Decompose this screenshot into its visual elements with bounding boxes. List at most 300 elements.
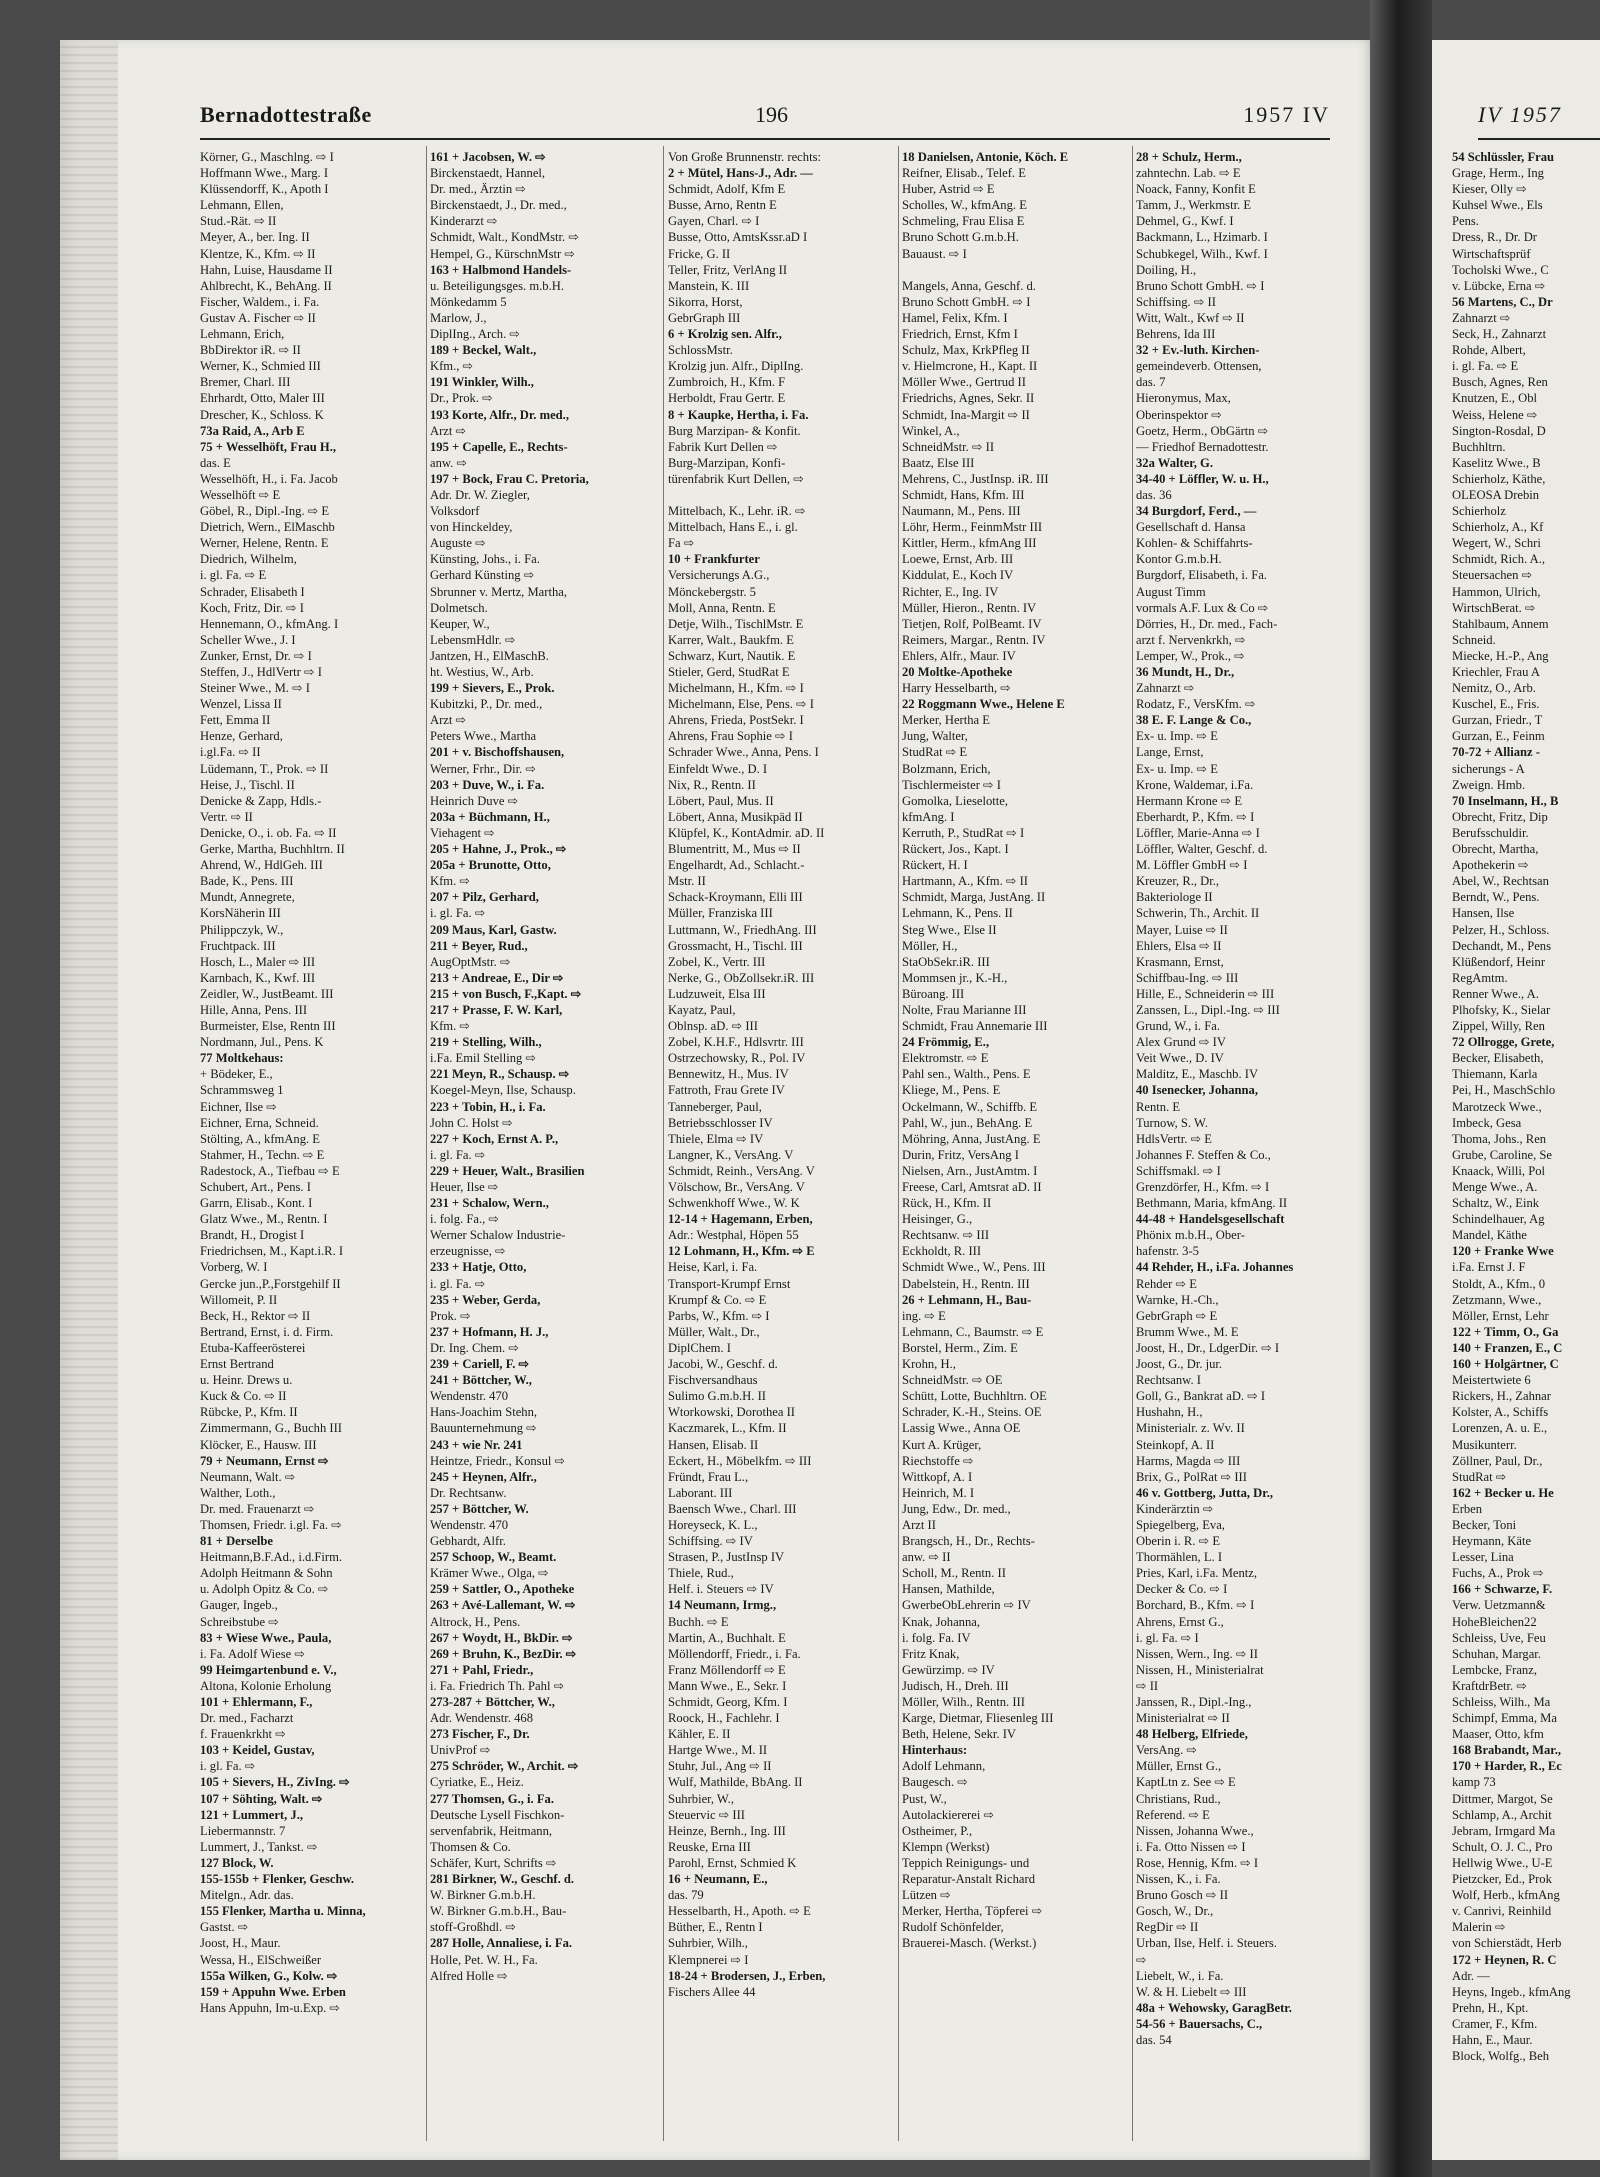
directory-entry-line: ing. ⇨ E (902, 1308, 946, 1323)
directory-entry-line: Elektromstr. ⇨ E (902, 1051, 989, 1066)
directory-entry-line: Prok. ⇨ (430, 1308, 471, 1323)
directory-entry-line: Kliege, M., Pens. E (902, 1083, 1001, 1098)
directory-entry-line: Ministerialr. z. Wv. II (1136, 1421, 1245, 1436)
directory-entry-line (668, 487, 894, 503)
directory-entry-line: Schmidt, Ina-Margit ⇨ II (902, 407, 1030, 422)
directory-entry-line: Gauger, Ingeb., (200, 1598, 278, 1613)
directory-entry-line: Zumbroich, H., Kfm. F (668, 375, 786, 390)
directory-entry-line: Steinkopf, A. II (1136, 1437, 1215, 1452)
directory-entry-line: 32a Walter, G. (1136, 455, 1213, 470)
directory-entry-line: 168 Brabandt, Mar., (1452, 1743, 1562, 1758)
directory-entry-line: John C. Holst ⇨ (430, 1115, 513, 1130)
directory-entry-line: Nissen, K., i. Fa. (1136, 1872, 1221, 1887)
directory-entry-line: LebensmHdlr. ⇨ (430, 632, 516, 647)
directory-entry-line: Baensch Wwe., Charl. III (668, 1501, 797, 1516)
directory-entry-line: 54-56 + Bauersachs, C., (1136, 2016, 1263, 2031)
directory-entry-line: i. Fa. Otto Nissen ⇨ I (1136, 1839, 1246, 1854)
directory-entry-line: Decker & Co. ⇨ I (1136, 1582, 1228, 1597)
directory-entry-line: Klempnerei ⇨ I (668, 1952, 749, 1967)
directory-entry-line: Bertrand, Ernst, i. d. Firm. (200, 1324, 334, 1339)
directory-entry-line: 273 Fischer, F., Dr. (430, 1727, 530, 1742)
directory-entry-line: 127 Block, W. (200, 1855, 274, 1870)
directory-entry-line: Hahn, Luise, Hausdame II (200, 262, 333, 277)
directory-entry-line (902, 262, 1128, 278)
directory-entry-line: Becker, Elisabeth, (1452, 1051, 1544, 1066)
directory-entry-line: Schwerin, Th., Archit. II (1136, 906, 1260, 921)
directory-entry-line: Ahrend, W., HdlGeh. III (200, 858, 323, 873)
directory-entry-line: Friedrich, Ernst, Kfm I (902, 327, 1018, 342)
directory-entry-line: i. gl. Fa. ⇨ E (200, 568, 267, 583)
directory-entry-line: Neumann, Walt. ⇨ (200, 1469, 296, 1484)
directory-entry-line: Schiffbau-Ing. ⇨ III (1136, 970, 1239, 985)
directory-entry-line: 241 + Böttcher, W., (430, 1373, 532, 1388)
directory-entry-line: Musikunterr. (1452, 1437, 1517, 1452)
directory-entry-line: Brandt, H., Drogist I (200, 1228, 305, 1243)
directory-entry-line: u. Adolph Opitz & Co. ⇨ (200, 1582, 329, 1597)
directory-entry-line: Stölting, A., kfmAng. E (200, 1131, 320, 1146)
directory-entry-line: Johannes F. Steffen & Co., (1136, 1147, 1271, 1162)
directory-entry-line: Fischversandhaus (668, 1373, 758, 1388)
directory-entry-line: 159 + Appuhn Wwe. Erben (200, 1984, 346, 1999)
directory-entry-line: Thoma, Johs., Ren (1452, 1131, 1547, 1146)
directory-entry-line: Kolster, A., Schiffs (1452, 1405, 1549, 1420)
directory-entry-line: 237 + Hofmann, H. J., (430, 1324, 549, 1339)
directory-entry-line: UnivProf ⇨ (430, 1743, 491, 1758)
directory-entry-line: Schwenkhoff Wwe., W. K (668, 1196, 800, 1211)
directory-entry-line: Backmann, L., Hzimarb. I (1136, 230, 1268, 245)
directory-entry-line: Oberin i. R. ⇨ E (1136, 1534, 1221, 1549)
directory-entry-line: erzeugnisse, ⇨ (430, 1244, 506, 1259)
directory-entry-line: Hempel, G., KürschnMstr ⇨ (430, 246, 575, 261)
directory-entry-line: ⇨ (1136, 1952, 1147, 1967)
directory-entry-line: DiplIng., Arch. ⇨ (430, 327, 520, 342)
directory-entry-line: Möhring, Anna, JustAng. E (902, 1131, 1041, 1146)
year-volume: 1957 IV (1243, 102, 1330, 127)
directory-entry-line: Dehmel, G., Kwf. I (1136, 214, 1234, 229)
directory-entry-line: Parohl, Ernst, Schmied K (668, 1855, 797, 1870)
directory-entry-line: Heintze, Friedr., Konsul ⇨ (430, 1453, 566, 1468)
directory-entry-line: Von Große Brunnenstr. rechts: (668, 150, 821, 164)
directory-entry-line: Hermann Krone ⇨ E (1136, 793, 1243, 808)
directory-entry-line: Turnow, S. W. (1136, 1115, 1208, 1130)
directory-entry-line: Bauaust. ⇨ I (902, 246, 967, 261)
directory-entry-line: Busse, Otto, AmtsKssr.aD I (668, 230, 808, 245)
directory-entry-line: Lehmann, K., Pens. II (902, 906, 1013, 921)
directory-entry-line: Gustav A. Fischer ⇨ II (200, 310, 316, 325)
directory-entry-line: Denicke, O., i. ob. Fa. ⇨ II (200, 825, 337, 840)
directory-entry-line: Kaczmarek, L., Kfm. II (668, 1421, 787, 1436)
directory-entry-line: 44 Rehder, H., i.Fa. Johannes (1136, 1260, 1294, 1275)
directory-entry-line: VersAng. ⇨ (1136, 1743, 1197, 1758)
directory-entry-line: Ludzuweit, Elsa III (668, 986, 766, 1001)
directory-entry-line: das. 54 (1136, 2032, 1172, 2047)
directory-entry-line: Dietrich, Wern., ElMaschb (200, 520, 335, 535)
directory-entry-line: Heinrich, M. I (902, 1485, 975, 1500)
directory-entry-line: Huber, Astrid ⇨ E (902, 182, 995, 197)
directory-entry-line: Joost, G., Dr. jur. (1136, 1357, 1223, 1372)
directory-entry-line: Zobel, K., Vertr. III (668, 954, 766, 969)
directory-entry-line: Judisch, H., Dreh. III (902, 1678, 1009, 1693)
directory-entry-line: Pahl, W., jun., BehAng. E (902, 1115, 1033, 1130)
directory-entry-line: Detje, Wilh., TischlMstr. E (668, 616, 804, 631)
directory-entry-line: Schubert, Art., Pens. I (200, 1180, 311, 1194)
directory-entry-line: Imbeck, Gesa (1452, 1115, 1522, 1130)
directory-entry-line: kfmAng. I (902, 809, 955, 824)
directory-entry-line: Hosch, L., Maler ⇨ III (200, 954, 316, 969)
directory-entry-line: 227 + Koch, Ernst A. P., (430, 1131, 559, 1146)
directory-entry-line: Lembcke, Franz, (1452, 1662, 1537, 1677)
directory-entry-line: Gebhardt, Alfr. (430, 1534, 506, 1549)
directory-entry-line: i. gl. Fa. ⇨ (430, 906, 486, 921)
directory-entry-line: Dr. Rechtsanw. (430, 1485, 507, 1500)
directory-entry-line: Schmidt, Reinh., VersAng. V (668, 1163, 815, 1178)
directory-entry-line: Gercke jun.,P.,Forstgehilf II (200, 1276, 341, 1291)
directory-entry-line: Möller Wwe., Gertrud II (902, 375, 1026, 390)
directory-entry-line: Tamm, J., Werkmstr. E (1136, 198, 1252, 213)
directory-entry-line: Lemper, W., Prok., ⇨ (1136, 648, 1245, 663)
directory-entry-line: Schulz, Max, KrkPfleg II (902, 343, 1030, 358)
directory-entry-line: Ahrens, Frieda, PostSekr. I (668, 713, 804, 728)
directory-entry-line: Löffler, Walter, Geschf. d. (1136, 842, 1268, 857)
page-header (200, 102, 1330, 136)
directory-entry-line: Fricke, G. II (668, 246, 731, 261)
directory-entry-line: 155 Flenker, Martha u. Minna, (200, 1904, 366, 1919)
directory-entry-line: Engelhardt, Ad., Schlacht.- (668, 858, 805, 873)
directory-entry-line: 163 + Halbmond Handels- (430, 262, 572, 277)
directory-entry-line: Schaltz, W., Eink (1452, 1196, 1540, 1211)
directory-entry-line: Jung, Edw., Dr. med., (902, 1501, 1011, 1516)
directory-entry-line: Kubitzki, P., Dr. med., (430, 697, 543, 712)
directory-entry-line: Beth, Helene, Sekr. IV (902, 1727, 1017, 1742)
directory-entry-line: 101 + Ehlermann, F., (200, 1695, 313, 1709)
directory-entry-line: Horeyseck, K. L., (668, 1517, 758, 1532)
column-divider (663, 146, 664, 2141)
directory-entry-line: hafenstr. 3-5 (1136, 1244, 1199, 1259)
directory-entry-line: 77 Moltkehaus: (200, 1051, 284, 1066)
directory-entry-line: Bruno Gosch ⇨ II (1136, 1888, 1229, 1903)
directory-entry-line: i. gl. Fa. ⇨ (430, 1276, 486, 1291)
directory-entry-line: Werner Schalow Industrie- (430, 1228, 566, 1243)
directory-entry-line: 48 Helberg, Elfriede, (1136, 1727, 1248, 1742)
directory-entry-line: Arzt II (902, 1517, 936, 1532)
directory-entry-line: 99 Heimgartenbund e. V., (200, 1662, 337, 1677)
directory-entry-line: Grenzdörfer, H., Kfm. ⇨ I (1136, 1180, 1270, 1194)
directory-entry-line: Schimpf, Emma, Ma (1452, 1711, 1557, 1726)
directory-entry-line: 18 Danielsen, Antonie, Köch. E (902, 150, 1069, 164)
directory-entry-line: Burg-Marzipan, Konfi- (668, 455, 786, 470)
directory-entry-line: Philippczyk, W., (200, 922, 284, 937)
right-page-header: IV 1957 (1478, 102, 1562, 127)
directory-entry-line: Kerruth, P., StudRat ⇨ I (902, 825, 1025, 840)
directory-entry-line: Hennemann, O., kfmAng. I (200, 616, 339, 631)
directory-entry-line: Borstel, Herm., Zim. E (902, 1340, 1018, 1355)
directory-entry-line: Heymann, Käte (1452, 1534, 1532, 1549)
directory-entry-line: Ernst Bertrand (200, 1357, 274, 1372)
directory-entry-line: Pens. (1452, 214, 1479, 229)
directory-entry-line: 245 + Heynen, Alfr., (430, 1469, 537, 1484)
directory-entry-line: Mitelgn., Adr. das. (200, 1888, 294, 1903)
directory-entry-line: Lehmann, Erich, (200, 327, 285, 342)
directory-entry-line: 287 Holle, Annaliese, i. Fa. (430, 1936, 573, 1951)
directory-entry-line: Marlow, J., (430, 310, 487, 325)
directory-entry-line: 81 + Derselbe (200, 1534, 273, 1549)
directory-entry-line: Heise, Karl, i. Fa. (668, 1260, 758, 1275)
directory-entry-line: Volksdorf (430, 504, 480, 519)
directory-entry-line: Tischlermeister ⇨ I (902, 777, 1001, 792)
directory-entry-line: Zippel, Willy, Ren (1452, 1019, 1545, 1034)
directory-entry-line: Warnke, H.-Ch., (1136, 1292, 1219, 1307)
directory-entry-line: Wulf, Mathilde, BbAng. II (668, 1775, 803, 1790)
directory-entry-line: Hille, Anna, Pens. III (200, 1002, 308, 1017)
header-rule (200, 138, 1330, 140)
directory-entry-line: Fattroth, Frau Grete IV (668, 1083, 785, 1098)
directory-entry-line: Klüpfel, K., KontAdmir. aD. II (668, 825, 825, 840)
directory-entry-line: Dr. med., Ärztin ⇨ (430, 182, 526, 197)
directory-entry-line: Ostrzechowsky, R., Pol. IV (668, 1051, 806, 1066)
directory-entry-line: Abel, W., Rechtsan (1452, 874, 1549, 889)
directory-entry-line: Blumentritt, M., Mus ⇨ II (668, 842, 801, 857)
directory-entry-line: Thiele, Rud., (668, 1566, 734, 1581)
directory-entry-line: Adr. Wendenstr. 468 (430, 1711, 533, 1726)
directory-entry-line: Grossmacht, H., Tischl. III (668, 938, 803, 953)
book-gutter (1370, 0, 1432, 2177)
directory-entry-line: Hans-Joachim Stehn, (430, 1405, 538, 1420)
directory-entry-line: Schütt, Lotte, Buchhltrn. OE (902, 1389, 1047, 1404)
directory-entry-line: 275 Schröder, W., Archit. ⇨ (430, 1759, 579, 1774)
directory-entry-line: Autolackiererei ⇨ (902, 1807, 995, 1822)
directory-entry-line: Kittler, Herm., kfmAng III (902, 536, 1037, 551)
directory-entry-line: Deutsche Lysell Fischkon- (430, 1807, 565, 1822)
directory-entry-line: Menge Wwe., A. (1452, 1180, 1538, 1194)
directory-entry-line: 105 + Sievers, H., ZivIng. ⇨ (200, 1775, 350, 1790)
directory-entry-line: Hellwig Wwe., U-E (1452, 1855, 1553, 1870)
directory-entry-line: 233 + Hatje, Otto, (430, 1260, 527, 1275)
directory-entry-line: Willomeit, P. II (200, 1292, 278, 1307)
directory-entry-line: Loewe, Ernst, Arb. III (902, 552, 1014, 567)
directory-entry-line: 201 + v. Bischoffshausen, (430, 745, 565, 760)
directory-entry-line: Jung, Walter, (902, 729, 968, 744)
directory-entry-line: 267 + Woydt, H., BkDir. ⇨ (430, 1630, 573, 1645)
directory-entry-line: Miecke, H.-P., Ang (1452, 648, 1549, 663)
directory-entry-line: Baugesch. ⇨ (902, 1775, 968, 1790)
directory-entry-line: Knutzen, E., Obl (1452, 391, 1537, 406)
directory-entry-line: Eckholdt, R. III (902, 1244, 982, 1259)
directory-entry-line: 277 Thomsen, G., i. Fa. (430, 1791, 554, 1806)
directory-entry-line: — Friedhof Bernadottestr. (1136, 439, 1269, 454)
directory-entry-line: 16 + Neumann, E., (668, 1872, 768, 1887)
directory-entry-line: Altrock, H., Pens. (430, 1614, 521, 1629)
directory-entry-line: Schindelhauer, Ag (1452, 1212, 1545, 1227)
directory-entry-line: Schmeling, Frau Elisa E (902, 214, 1025, 229)
directory-entry-line: Heinrich Duve ⇨ (430, 793, 519, 808)
directory-entry-line: Thomsen & Co. (430, 1839, 511, 1854)
directory-entry-line: Dr. med. Frauenarzt ⇨ (200, 1501, 315, 1516)
directory-entry-line: Berndt, W., Pens. (1452, 890, 1540, 905)
directory-entry-line: Durin, Fritz, VersAng I (902, 1147, 1019, 1162)
directory-entry-line: Burgdorf, Elisabeth, i. Fa. (1136, 568, 1267, 583)
directory-entry-line: Marotzeck Wwe., (1452, 1099, 1542, 1114)
directory-entry-line: Oblnsp. aD. ⇨ III (668, 1019, 758, 1034)
column-divider (426, 146, 427, 2141)
directory-entry-line: Krumpf & Co. ⇨ E (668, 1292, 767, 1307)
directory-entry-line: StudRat ⇨ (1452, 1469, 1507, 1484)
directory-entry-line: Roock, H., Fachlehr. I (668, 1711, 780, 1726)
directory-entry-line: Mehrens, C., JustInsp. iR. III (902, 471, 1049, 486)
directory-entry-line: Fuchs, A., Prok ⇨ (1452, 1566, 1544, 1581)
directory-entry-line: Dress, R., Dr. Dr (1452, 230, 1538, 245)
directory-entry-line: Behrens, Ida III (1136, 327, 1216, 342)
directory-entry-line: 160 + Holgärtner, C (1452, 1357, 1559, 1372)
directory-entry-line: Bremer, Charl. III (200, 375, 291, 390)
directory-entry-line: Kriechler, Frau A (1452, 665, 1540, 679)
directory-entry-line: Kfm. ⇨ (430, 874, 470, 889)
directory-entry-line: i. gl. Fa. ⇨ E (1452, 359, 1519, 374)
directory-entry-line: Fritz Knak, (902, 1646, 960, 1661)
directory-entry-line: Rickers, H., Zahnar (1452, 1389, 1551, 1404)
directory-entry-line: Schmidt, Rich. A., (1452, 552, 1546, 567)
directory-entry-line: v. Hielmcrone, H., Kapt. II (902, 359, 1038, 374)
directory-entry-line: SchlossMstr. (668, 343, 733, 358)
directory-entry-line: Schleiss, Uve, Feu (1452, 1630, 1546, 1645)
directory-entry-line: Möller, H., (902, 938, 958, 953)
directory-entry-line: Viehagent ⇨ (430, 825, 495, 840)
directory-entry-line: Tanneberger, Paul, (668, 1099, 762, 1114)
directory-entry-line: 205a + Brunotte, Otto, (430, 858, 551, 873)
directory-entry-line: Thomsen, Friedr. i.gl. Fa. ⇨ (200, 1517, 342, 1532)
directory-entry-line: Tocholski Wwe., C (1452, 262, 1549, 277)
directory-entry-line: sicherungs - A (1452, 761, 1525, 776)
directory-entry-line: Fruchtpack. III (200, 938, 276, 953)
directory-entry-line: Alex Grund ⇨ IV (1136, 1035, 1226, 1050)
directory-entry-line: Mommsen jr., K.-H., (902, 970, 1008, 985)
directory-entry-line: Goll, G., Bankrat aD. ⇨ I (1136, 1389, 1266, 1404)
directory-entry-line: Schlamp, A., Archit (1452, 1807, 1552, 1822)
directory-entry-line: Hartmann, A., Kfm. ⇨ II (902, 874, 1028, 889)
directory-entry-line: Lange, Ernst, (1136, 745, 1204, 760)
directory-entry-line: Rübcke, P., Kfm. II (200, 1405, 298, 1420)
directory-entry-line: Schreibstube ⇨ (200, 1614, 279, 1629)
directory-entry-line: Ehlers, Alfr., Maur. IV (902, 648, 1016, 663)
directory-entry-line: Schrammsweg 1 (200, 1083, 284, 1098)
directory-entry-line: Ostheimer, P., (902, 1823, 973, 1838)
directory-entry-line: GebrGraph III (668, 310, 741, 325)
directory-entry-line: 34 Burgdorf, Ferd., — (1136, 504, 1257, 519)
directory-entry-line: 22 Roggmann Wwe., Helene E (902, 697, 1065, 712)
directory-entry-line: Jacobi, W., Geschf. d. (668, 1357, 778, 1372)
directory-entry-line: Schierholz (1452, 504, 1506, 519)
directory-entry-line: Lützen ⇨ (902, 1888, 951, 1903)
directory-entry-line: Friedrichs, Agnes, Sekr. II (902, 391, 1035, 406)
directory-entry-line: Kähler, E. II (668, 1727, 731, 1742)
directory-entry-line: HdlsVertr. ⇨ E (1136, 1131, 1212, 1146)
directory-entry-line: Ehrhardt, Otto, Maler III (200, 391, 325, 406)
directory-entry-line: 197 + Bock, Frau C. Pretoria, (430, 471, 589, 486)
directory-entry-line: BbDirektor iR. ⇨ II (200, 343, 301, 358)
directory-entry-line: StudRat ⇨ E (902, 745, 968, 760)
directory-entry-line: Busse, Arno, Rentn E (668, 198, 777, 213)
directory-entry-line: Heuer, Ilse ⇨ (430, 1180, 499, 1194)
directory-entry-line: Ahlbrecht, K., BehAng. II (200, 278, 332, 293)
directory-entry-line: Schäfer, Kurt, Schrifts ⇨ (430, 1855, 557, 1870)
directory-entry-line: Lehmann, Ellen, (200, 198, 284, 213)
directory-entry-line: Peters Wwe., Martha (430, 729, 537, 744)
directory-entry-line: Reimers, Margar., Rentn. IV (902, 632, 1046, 647)
directory-entry-line: Gosch, W., Dr., (1136, 1904, 1214, 1919)
directory-entry-line: W. Birkner G.m.b.H., Bau- (430, 1904, 567, 1919)
directory-entry-line: 215 + von Busch, F.,Kapt. ⇨ (430, 986, 582, 1001)
directory-entry-line: 73a Raid, A., Arb E (200, 423, 305, 438)
directory-entry-line: Fischer, Waldem., i. Fa. (200, 294, 320, 309)
directory-entry-line: kamp 73 (1452, 1775, 1496, 1790)
directory-entry-line: Pust, W., (902, 1791, 947, 1806)
directory-entry-line: Zunker, Ernst, Dr. ⇨ I (200, 648, 312, 663)
directory-entry-line: v. Canrivi, Reinhild (1452, 1904, 1552, 1919)
directory-entry-line: AugOptMstr. ⇨ (430, 954, 511, 969)
directory-entry-line: Kayatz, Paul, (668, 1002, 736, 1017)
column-divider (898, 146, 899, 2141)
page-edge-strip (60, 40, 118, 2160)
directory-entry-line: Hans Appuhn, Im-u.Exp. ⇨ (200, 2000, 340, 2015)
directory-entry-line: 32 + Ev.-luth. Kirchen- (1136, 343, 1260, 358)
directory-entry-line: Malerin ⇨ (1452, 1920, 1506, 1935)
directory-entry-line: Fett, Emma II (200, 713, 271, 728)
directory-entry-line: Kurt A. Krüger, (902, 1437, 982, 1452)
directory-entry-line: Dittmer, Margot, Se (1452, 1791, 1553, 1806)
directory-entry-line: Nissen, H., Ministerialrat (1136, 1662, 1264, 1677)
directory-entry-line: Altona, Kolonie Erholung (200, 1678, 332, 1693)
directory-entry-line: Sulimo G.m.b.H. II (668, 1389, 766, 1404)
directory-entry-line: Baatz, Else III (902, 455, 975, 470)
directory-entry-line: Steg Wwe., Else II (902, 922, 997, 937)
directory-entry-line: Glatz Wwe., M., Rentn. I (200, 1212, 328, 1227)
directory-entry-line: Kreuzer, R., Dr., (1136, 874, 1220, 889)
directory-entry-line: W. Birkner G.m.b.H. (430, 1888, 536, 1903)
directory-entry-line: Kohlen- & Schiffahrts- (1136, 536, 1253, 551)
directory-entry-line: August Timm (1136, 584, 1206, 599)
directory-entry-line: 34-40 + Löffler, W. u. H., (1136, 471, 1269, 486)
directory-entry-line: Garrn, Elisab., Kont. I (200, 1196, 313, 1211)
directory-entry-line: Müller, Hieron., Rentn. IV (902, 600, 1037, 615)
directory-entry-line: Spiegelberg, Eva, (1136, 1517, 1225, 1532)
directory-entry-line: Krolzig jun. Alfr., DiplIng. (668, 359, 804, 374)
directory-entry-line: Schuhan, Margar. (1452, 1646, 1541, 1661)
directory-entry-line: Obrecht, Fritz, Dip (1452, 809, 1548, 824)
directory-entry-line: 36 Mundt, H., Dr., (1136, 665, 1235, 679)
directory-entry-line: Weiss, Helene ⇨ (1452, 407, 1538, 422)
directory-entry-line: Radestock, A., Tiefbau ⇨ E (200, 1163, 340, 1178)
directory-entry-line: Harry Hesselbarth, ⇨ (902, 681, 1011, 696)
directory-entry-line: Steffen, J., HdlVertr ⇨ I (200, 665, 322, 679)
directory-entry-line: Mangels, Anna, Geschf. d. (902, 278, 1036, 293)
directory-entry-line: Zweign. Hmb. (1452, 777, 1526, 792)
directory-entry-line: Block, Wolfg., Beh (1452, 2049, 1550, 2064)
directory-entry-line: Hushahn, H., (1136, 1405, 1203, 1420)
directory-entry-line: SchneidMstr. ⇨ II (902, 439, 995, 454)
directory-entry-line: u. Beteiligungsges. m.b.H. (430, 278, 564, 293)
directory-entry-line: Mönckebergstr. 5 (668, 584, 756, 599)
directory-entry-line: Gesellschaft d. Hansa (1136, 520, 1246, 535)
directory-entry-line: Mittelbach, K., Lehr. iR. ⇨ (668, 504, 806, 519)
directory-entry-line: Tietjen, Rolf, PolBeamt. IV (902, 616, 1042, 631)
directory-entry-line: Schiffsmakl. ⇨ I (1136, 1163, 1221, 1178)
directory-entry-line: StaObSekr.iR. III (902, 954, 990, 969)
directory-entry-line: GwerbeObLehrerin ⇨ IV (902, 1598, 1031, 1613)
directory-entry-line: Keuper, W., (430, 616, 490, 631)
directory-entry-line: Meistertwiete 6 (1452, 1373, 1531, 1388)
directory-entry-line: 170 + Harder, R., Ec (1452, 1759, 1562, 1774)
directory-entry-line: Witt, Walt., Kwf ⇨ II (1136, 310, 1245, 325)
directory-entry-line: 193 Korte, Alfr., Dr. med., (430, 407, 569, 422)
